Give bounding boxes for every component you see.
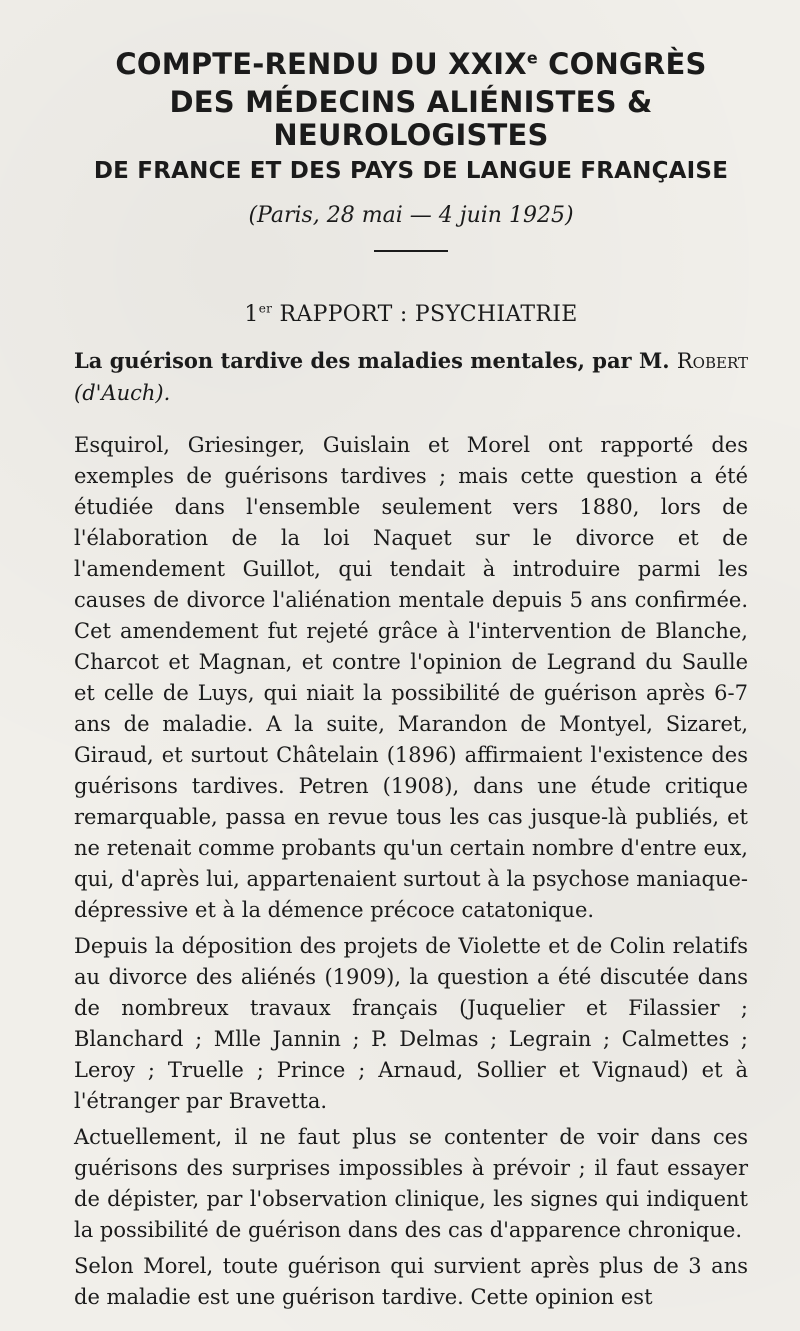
- section-heading: 1er RAPPORT : PSYCHIATRIE: [244, 301, 578, 328]
- title-line-1: COMPTE-RENDU DU XXIXe CONGRÈS: [115, 47, 707, 81]
- divider-rule: [374, 250, 448, 252]
- paragraph-3: Actuellement, il ne faut plus se contenter de voir dans ces guérisons des surprises impossibles à prévoir ; il faut essayer de dépister, par l'observation clinique, les signes qui indiquent la possibilité de guérison dans des cas d'apparence chronique.: [74, 1125, 748, 1243]
- paragraph-4: Selon Morel, toute guérison qui survient après plus de 3 ans de maladie est une guérison tardive. Cette opinion est: [74, 1254, 748, 1310]
- title-line-3: DE FRANCE ET DES PAYS DE LANGUE FRANÇAISE: [93, 158, 729, 185]
- report-author: Robert: [676, 349, 748, 374]
- report-author-place: (d'Auch).: [74, 381, 171, 406]
- title-line-2: DES MÉDECINS ALIÉNISTES & NEUROLOGISTES: [169, 85, 653, 152]
- paragraph-1: Esquirol, Griesinger, Guislain et Morel ont rapporté des exemples de guérisons tardives ; mais cette question a été étudiée dans l'ensemble seulement vers 1880, lors de l'élaboration de la loi Naquet sur le divorce et de l'amendement Guillot, qui tendait à introduire parmi les causes de divorce l'aliénation mentale depuis 5 ans confirmée. Cet amendement fut rejeté grâce à l'intervention de Blanche, Charcot et Magnan, et contre l'opinion de Legrand du Saulle et celle de Luys, qui niait la possibilité de guérison après 6-7 ans de maladie. A la suite, Marandon de Montyel, Sizaret, Giraud, et surtout Châtelain (1896) affirmaient l'existence des guérisons tardives. Petren (1908), dans une étude critique remarquable, passa en revue tous les cas jusque-là publiés, et ne retenait comme probants qu'un certain nombre d'entre eux, qui, d'après lui, appartenaient surtout à la psychose maniaque-dépressive et à la démence précoce catatonique.: [74, 433, 748, 923]
- congress-date: (Paris, 28 mai — 4 juin 1925): [248, 203, 574, 229]
- paragraph-2: Depuis la déposition des projets de Violette et de Colin relatifs au divorce des aliénés (1909), la question a été discutée dans de nombreux travaux français (Juquelier et Filassier ; Blanchard ; Mlle Jannin ; P. Delmas ; Legrain ; Calmettes ; Leroy ; Truelle ; Prince ; Arnaud, Sollier et Vignaud) et à l'étranger par Bravetta.: [74, 934, 748, 1114]
- report-heading: La guérison tardive des maladies mentales, par M. Robert (d'Auch).: [74, 348, 748, 406]
